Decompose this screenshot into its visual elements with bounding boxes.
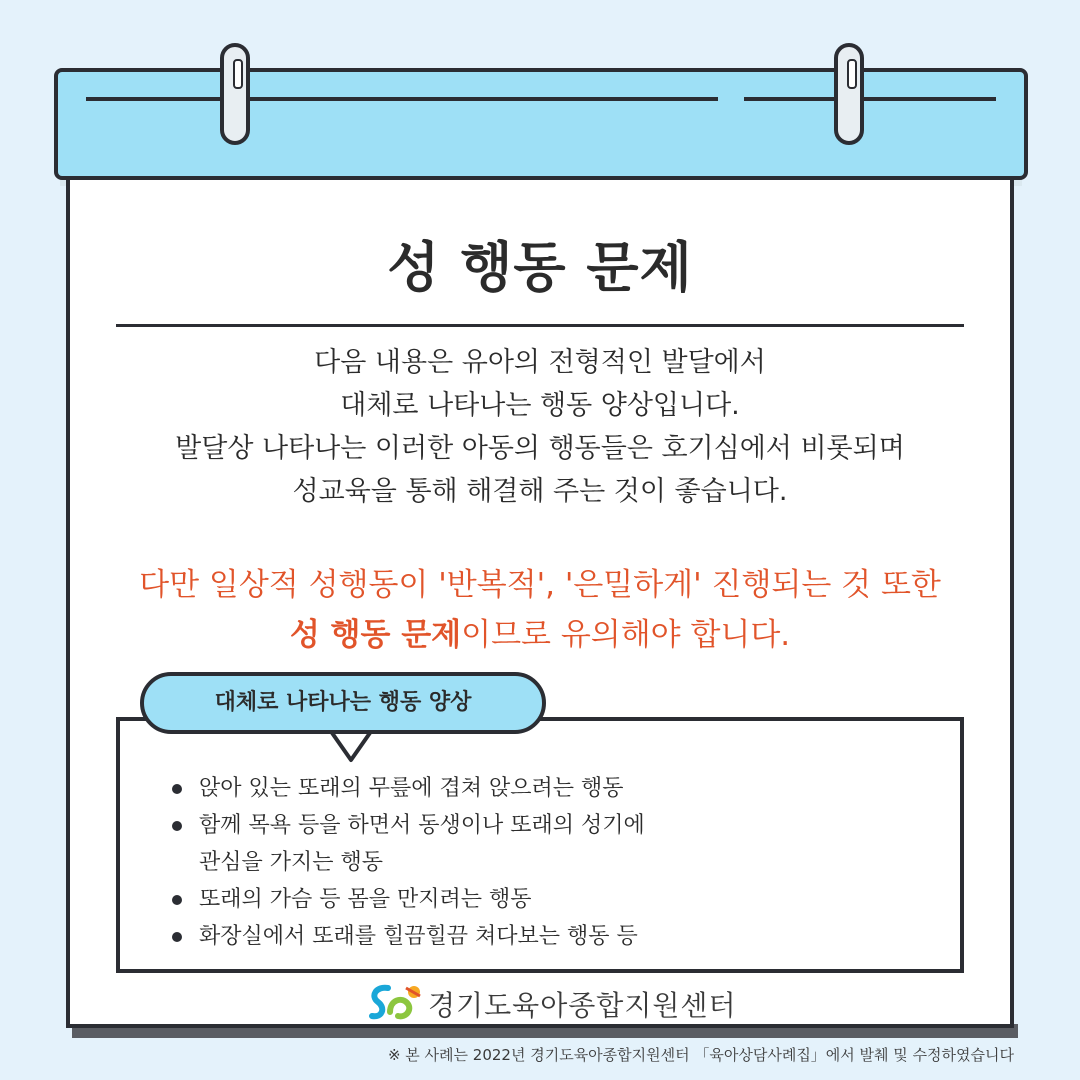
bullet-icon [172, 821, 182, 831]
list-item-text: 또래의 가슴 등 몸을 만지려는 행동 [199, 887, 532, 912]
intro-line: 발달상 나타나는 이러한 아동의 행동들은 호기심에서 비롯되며 [175, 433, 905, 464]
calendar-header [54, 68, 1028, 180]
behavior-list [172, 770, 645, 955]
warning-line-1: 다만 일상적 성행동이 '반복적', '은밀하게' 진행되는 것 또한 [139, 567, 941, 603]
bullet-icon [172, 784, 182, 794]
intro-line: 성교육을 통해 해결해 주는 것이 좋습니다. [292, 476, 788, 507]
warning-line-2 [0, 610, 1080, 660]
list-item [172, 807, 645, 881]
title-divider [116, 324, 964, 327]
list-item [172, 881, 645, 918]
center-name: 경기도육아종합지원센터 [428, 989, 737, 1022]
binder-ring-left-icon [220, 43, 250, 145]
warning-paragraph [0, 560, 1080, 660]
center-logo-icon [368, 982, 426, 1022]
list-item-text: 함께 목욕 등을 하면서 동생이나 또래의 성기에 [199, 813, 645, 838]
intro-line: 대체로 나타나는 행동 양상입니다. [340, 390, 740, 421]
warning-line-2-rest: 이므로 유의해야 합니다. [461, 617, 791, 653]
bullet-icon [172, 895, 182, 905]
bullet-icon [172, 932, 182, 942]
header-line-right [744, 97, 996, 101]
list-item-text: 화장실에서 또래를 힐끔힐끔 쳐다보는 행동 등 [199, 924, 638, 949]
binder-ring-right-icon [834, 43, 864, 145]
list-item-text: 앉아 있는 또래의 무릎에 겹쳐 앉으려는 행동 [199, 776, 624, 801]
list-item [172, 770, 645, 807]
list-item [172, 918, 645, 955]
warning-emphasis: 성 행동 문제 [289, 617, 462, 653]
header-line-left [86, 97, 718, 101]
footnote: ※ 본 사례는 2022년 경기도육아종합지원센터 「육아상담사례집」에서 발췌 및 수정하였습니다 [387, 1046, 1014, 1064]
page-title: 성 행동 문제 [387, 236, 693, 299]
behavior-box-label: 대체로 나타나는 행동 양상 [140, 672, 546, 734]
list-item-text: 관심을 가지는 행동 [199, 850, 384, 875]
intro-paragraph [0, 341, 1080, 513]
intro-line: 다음 내용은 유아의 전형적인 발달에서 [314, 347, 766, 378]
speech-bubble-tail-icon [326, 730, 376, 766]
